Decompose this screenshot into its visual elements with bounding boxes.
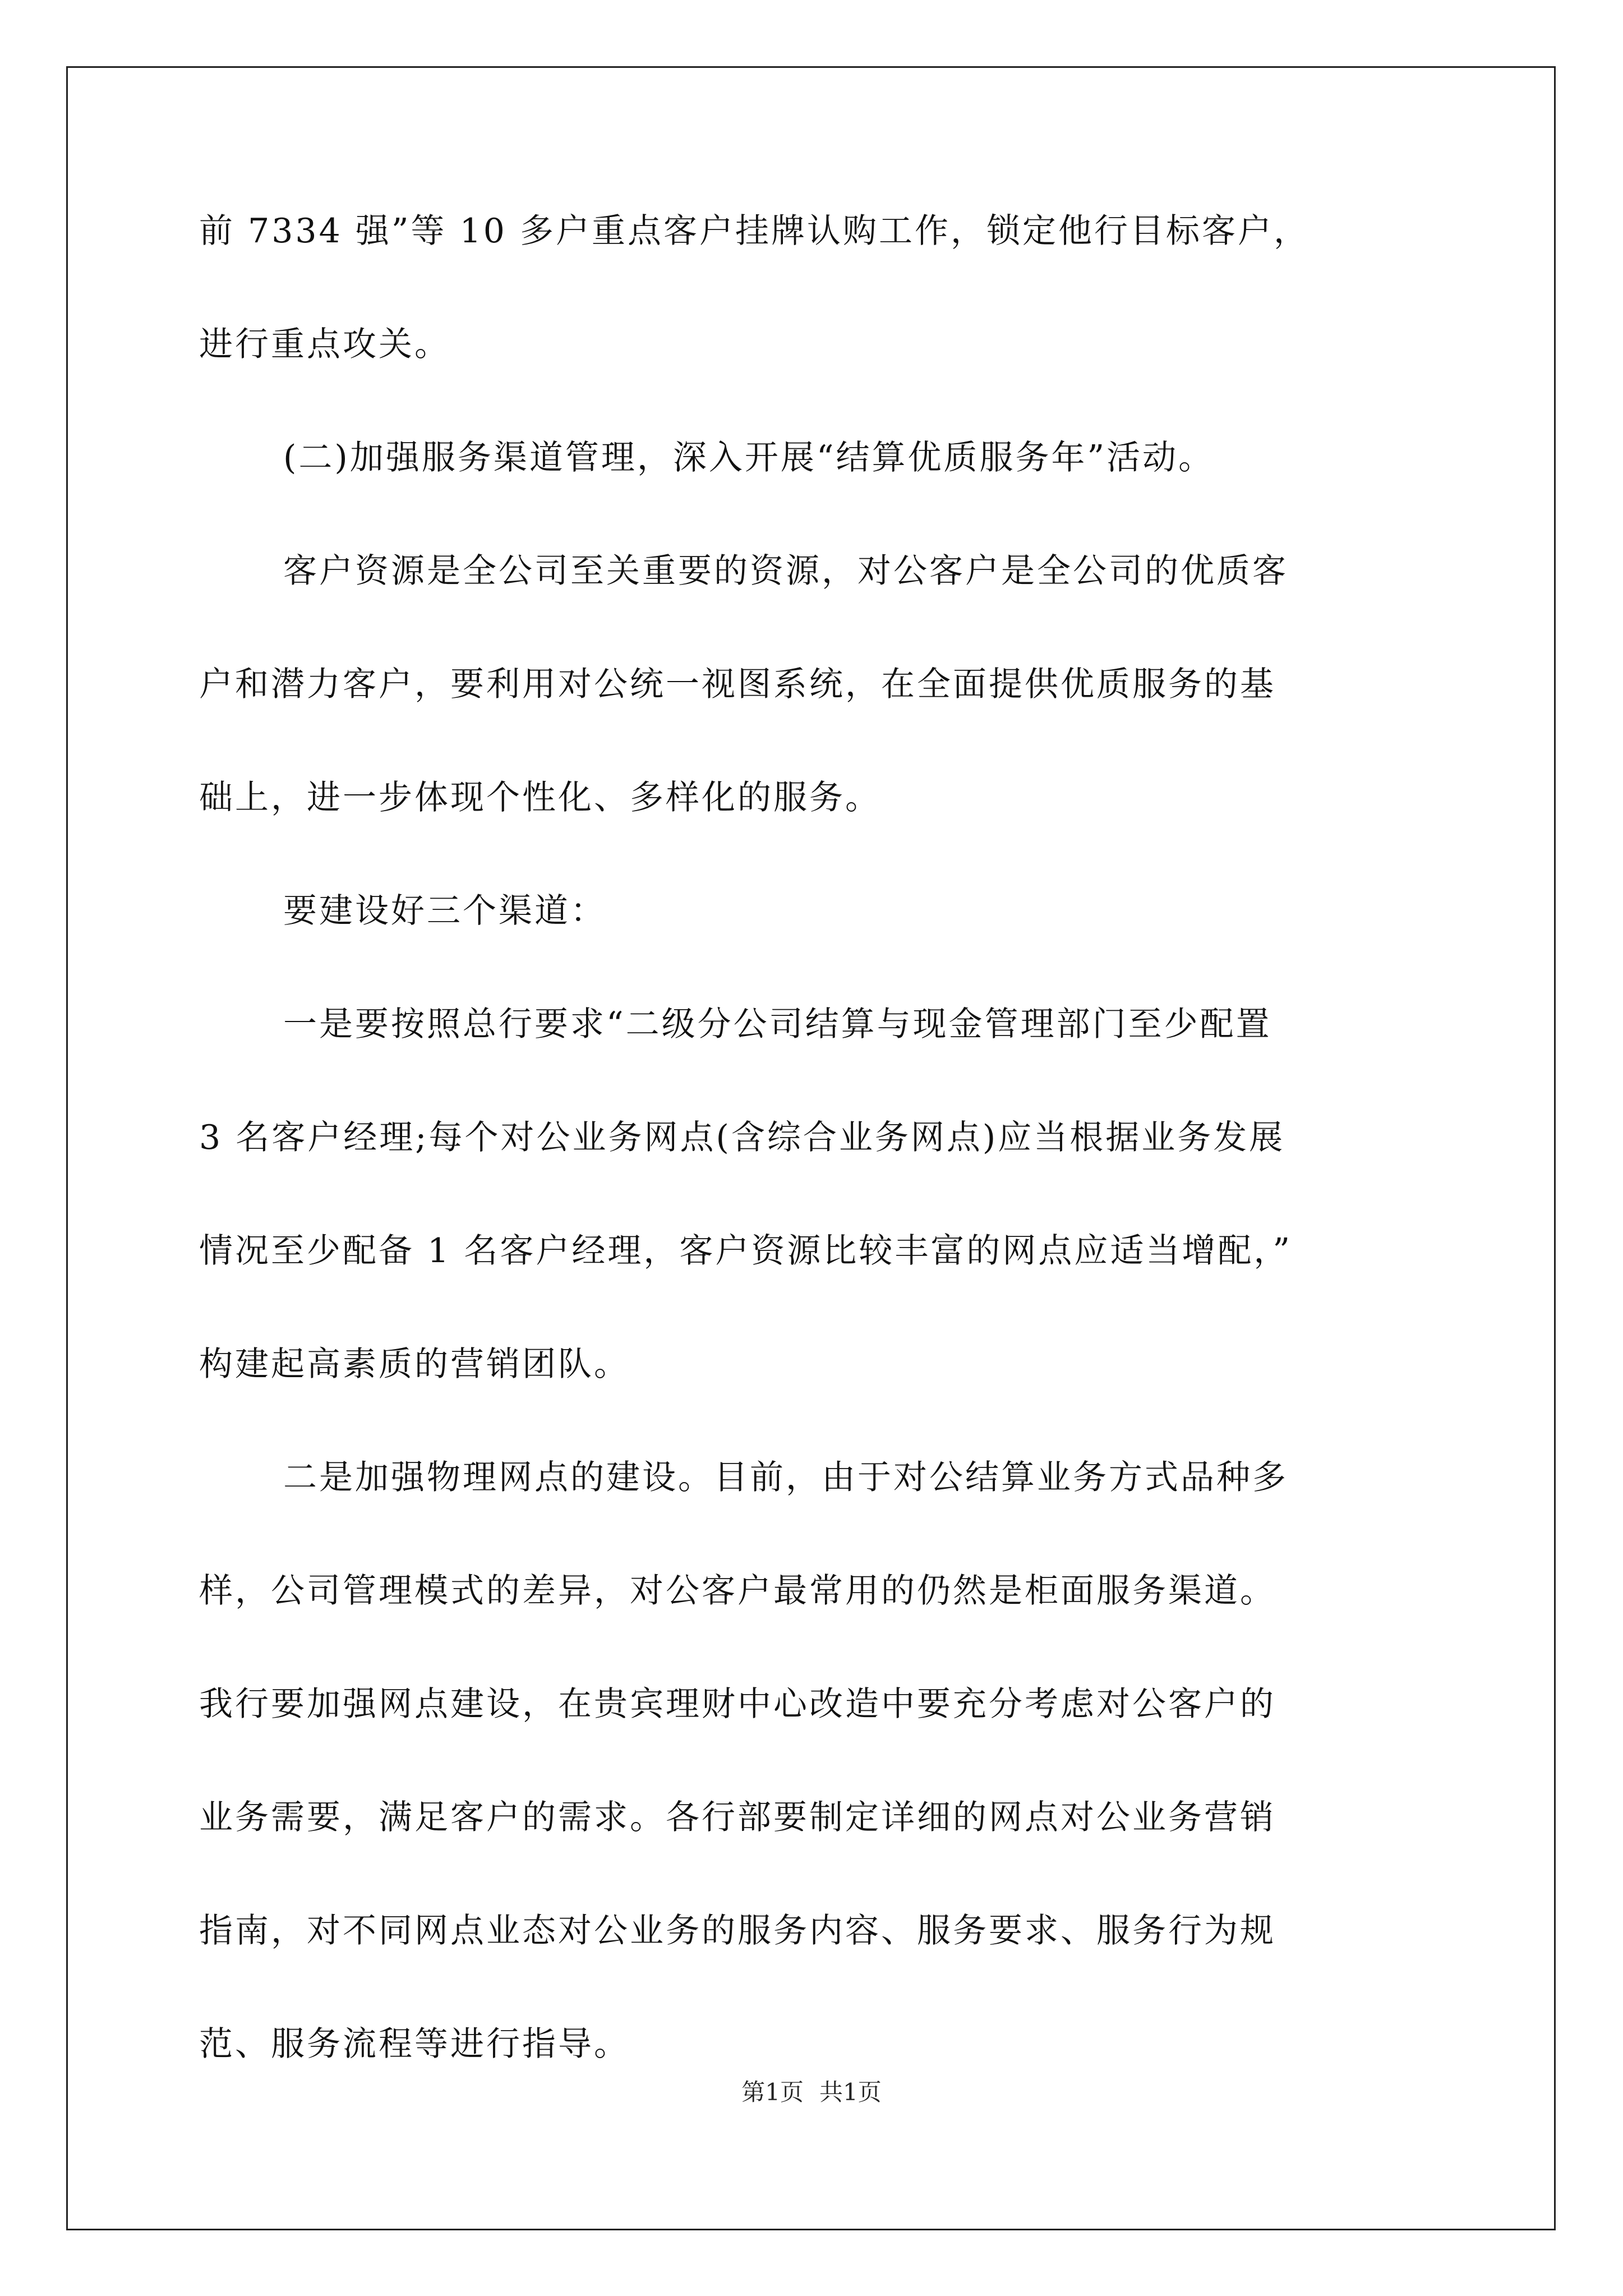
text-line: 情况至少配备 1 名客户经理，客户资源比较丰富的网点应适当增配，” <box>199 1231 1292 1271</box>
text-line: 前 7334 强”等 10 多户重点客户挂牌认购工作，锁定他行目标客户， <box>199 211 1310 251</box>
page-number: 第1页 <box>741 2078 804 2106</box>
text-line: 我行要加强网点建设，在贵宾理财中心改造中要充分考虑对公客户的 <box>199 1685 1276 1724</box>
section-heading: (二)加强服务渠道管理，深入开展“结算优质服务年”活动。 <box>283 438 1215 477</box>
text-line: 样，公司管理模式的差异，对公客户最常用的仍然是柜面服务渠道。 <box>199 1571 1276 1611</box>
text-line: 构建起高素质的营销团队。 <box>199 1345 630 1384</box>
text-line: 一是要按照总行要求“二级分公司结算与现金管理部门至少配置 <box>283 1005 1272 1044</box>
text-line: 业务需要，满足客户的需求。各行部要制定详细的网点对公业务营销 <box>199 1798 1276 1837</box>
text-line: 客户资源是全公司至关重要的资源，对公客户是全公司的优质客 <box>283 551 1288 591</box>
text-line: 础上，进一步体现个性化、多样化的服务。 <box>199 778 881 817</box>
text-line: 户和潜力客户，要利用对公统一视图系统，在全面提供优质服务的基 <box>199 665 1276 704</box>
text-line: 3 名客户经理;每个对公业务网点(含综合业务网点)应当根据业务发展 <box>199 1118 1285 1157</box>
text-line: 二是加强物理网点的建设。目前，由于对公结算业务方式品种多 <box>283 1458 1288 1497</box>
text-line: 要建设好三个渠道： <box>283 891 606 931</box>
page-footer <box>0 2076 1623 2109</box>
text-line: 范、服务流程等进行指导。 <box>199 2024 630 2064</box>
page-total: 共1页 <box>819 2078 882 2106</box>
text-line: 指南，对不同网点业态对公业务的服务内容、服务要求、服务行为规 <box>199 1911 1276 1950</box>
text-line: 进行重点攻关。 <box>199 325 450 364</box>
